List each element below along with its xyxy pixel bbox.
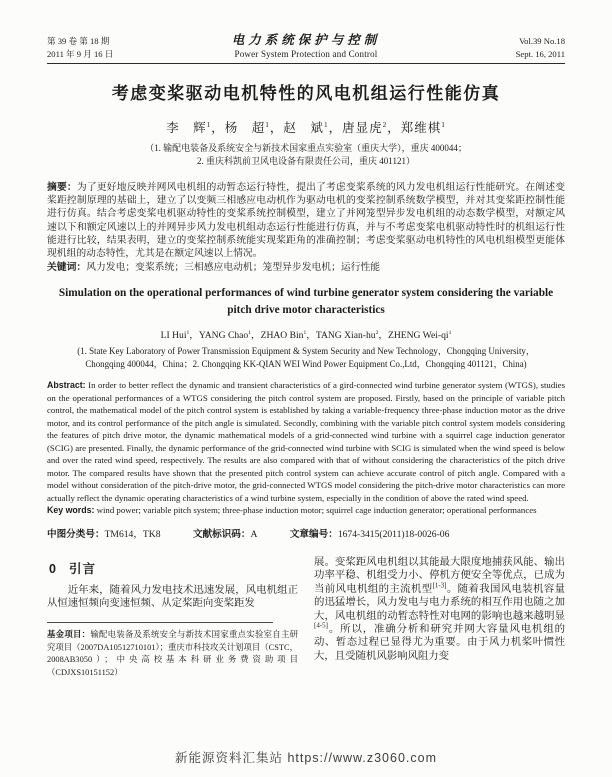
article-id (290, 529, 450, 540)
affiliation-cn-line1: （1. 输配电装备及系统安全与新技术国家重点实验室（重庆大学），重庆 400044； (145, 143, 467, 153)
abstract-cn (47, 181, 565, 260)
clc-number (47, 529, 161, 540)
journal-header (47, 0, 565, 64)
right-column (314, 556, 565, 680)
article-id-value: 1674-3415(2011)18-0026-06 (337, 528, 450, 540)
clc-value: TM614，TK8 (104, 528, 161, 540)
header-issue-en (435, 35, 565, 60)
abstract-cn-text: 为了更好地反映并网风电机组的动暂态运行特性，提出了考虑变桨系统的风力发电机组运行性能研究。在阐述变桨距控制原理的基础上，建立了以变频三相感应电动机作为驱动电机的变桨控制系统数学模型，并对其变桨距控制性能进行仿真。结合考虑变桨电机驱动特性的变桨系统控制模型，建立了并网笼型异步发电机组的动态数学模型，对额定风速以下和额定风速以上的并网异步风力发电机组动态运行性能进行仿真，并与不考虑变桨电机驱动特性时的机组运行性能进行比较，结果表明，建立的变桨控制系统能实现桨距角的准确控制；考虑变桨驱动电机特性的风电机组模型更能体现机组的动态特性，尤其是在额定风速以上情况。 (47, 182, 566, 260)
affiliation-en-line1: (1. State Key Laboratory of Power Transmission Equipment & System Security and New Technology，Chongqing University， (77, 346, 535, 357)
affiliation-en-line2: Chongqing 400044，China；2. Chongqing KK-QIAN WEI Wind Power Equipment Co.,Ltd，Chongqing 401121，China) (85, 359, 527, 370)
article-id-label: 文章编号： (289, 528, 338, 540)
authors-en: LI Hui$^1$，YANG Chao$^1$，ZHAO Bin$^1$，TANG Xian-$hu^2$，ZHENG Wei-$qi^1$ (160, 330, 452, 342)
paper-title-cn: 考虑变桨驱动电机特性的风电机组运行性能仿真 (111, 84, 501, 103)
doc-code-value: A (250, 528, 258, 540)
footnote-divider (47, 622, 273, 623)
abstract-en-label: Abstract: (47, 380, 86, 391)
left-column (47, 556, 298, 680)
meta-line (47, 526, 565, 540)
doc-code-label: 文献标识码： (192, 528, 251, 540)
body-columns (47, 556, 565, 680)
intro-paragraph: 近年来，随着风力发电技术迅速发展，风电机组正从恒速恒频向变速恒频、从定桨距向变桨距发 (47, 584, 298, 610)
keywords-cn (47, 261, 565, 274)
clc-label: 中图分类号： (47, 528, 105, 540)
funding-text: 输配电装备及系统安全与新技术国家重点实验室自主研究项目（2007DA10512710101）；重庆市科技攻关计划项目（CSTC，2008AB3050）；中央高校基本科研业务费资助项目（CDJXS10151152） (47, 629, 299, 678)
funding-label: 基金项目： (47, 628, 91, 639)
keywords-en (47, 504, 565, 517)
right-column-paragraph: 展。变桨距风电机组以其能最大限度地捕获风能、输出功率平稳、机组受力小、停机方便安全等优点，已成为当前风电机组的主流机型[1-3]。随着我国风电装机容量的迅猛增长，风力发电与电力系统的相互作用也随之加大，风电机组的动暂态特性对电网的影响也越来越明显[4-5]。所以，准确分析和研究并网大容量风电机组的动、暂态过程已显得尤为重要。由于风力机桨叶惯性大，且受随机风影响风阻力变 (314, 556, 565, 662)
section-number: 0 (49, 561, 57, 576)
affiliation-cn (47, 142, 565, 168)
paper-title-en: Simulation on the operational performances of wind turbine generator system considering the variable pitch drive motor characteristics (58, 287, 554, 317)
header-issue-cn (47, 35, 177, 60)
section-title: 引言 (68, 561, 96, 576)
document-code (193, 529, 258, 540)
affiliation-en (47, 345, 565, 371)
journal-name-cn: 电力系统保护与控制 (231, 33, 381, 47)
header-journal-name (177, 33, 435, 60)
issue-date-cn: 2011 年 9 月 16 日 (47, 48, 114, 59)
issue-volume-en: Vol.39 No.18 (519, 36, 565, 46)
keywords-en-text: wind power; variable pitch system; three-phase induction motor; squirrel cage induction generator; operational performances (94, 505, 537, 516)
issue-date-en: Sept. 16, 2011 (515, 48, 565, 59)
keywords-en-label: Key words: (47, 505, 95, 516)
abstract-en-text: In order to better reflect the dynamic and transient characteristics of a gird-connected wind turbine generator system (WTGS), studies on the operational performances of a WTGS considering the pitch control system are proposed. Firstly, based on the principle of variable pitch control, the mathematical model of the pitch control system is established by taking a variable-frequency three-phase induction motor as the drive motor, and its control performance of the pitch angle is simulated. Secondly, combining with the variable pitch control system models considering the features of pitch drive motor, the dynamic mathematical models of a grid-connected wind turbine with a squirrel cage induction generator (SCIG) are presented. Finally, the dynamic performance of the grid-connected wind turbine with SCIG is simulated when the wind speed is below and over the rated wind speed, respectively. The results are also compared with that of without considering the characteristics of the pitch drive motor. The compared results have shown that the presented pitch control system can achieve accurate control of pitch angle. Compared with a model without consideration of the pitch-drive motor, the grid-connected WTGS model considering the pitch-drive motor characteristics can more actually reflect the dynamic operating characteristics of a wind turbine system, especially in the condition of above the rated wind speed. (47, 380, 565, 503)
issue-volume-cn: 第 39 卷 第 18 期 (47, 36, 110, 46)
intro-section-heading (49, 559, 298, 577)
keywords-cn-label: 关键词： (47, 262, 87, 274)
authors-cn: 李 辉$^1$，杨 超$^1$，赵 斌$^1$，唐显虎$^2$，郑维棋$^1$ (166, 120, 446, 135)
journal-name-en: Power System Protection and Control (234, 49, 378, 59)
abstract-cn-label: 摘要： (47, 182, 77, 193)
keywords-cn-text: 风力发电；变桨系统；三相感应电动机；笼型异步发电机；运行性能 (86, 262, 381, 274)
abstract-en (47, 379, 565, 504)
watermark: 新能源资料汇集站 https://www.z3060.com (174, 751, 437, 765)
affiliation-cn-line2: 2. 重庆科凯前卫风电设备有限责任公司，重庆 401121） (197, 156, 415, 166)
funding-footnote (47, 622, 298, 680)
